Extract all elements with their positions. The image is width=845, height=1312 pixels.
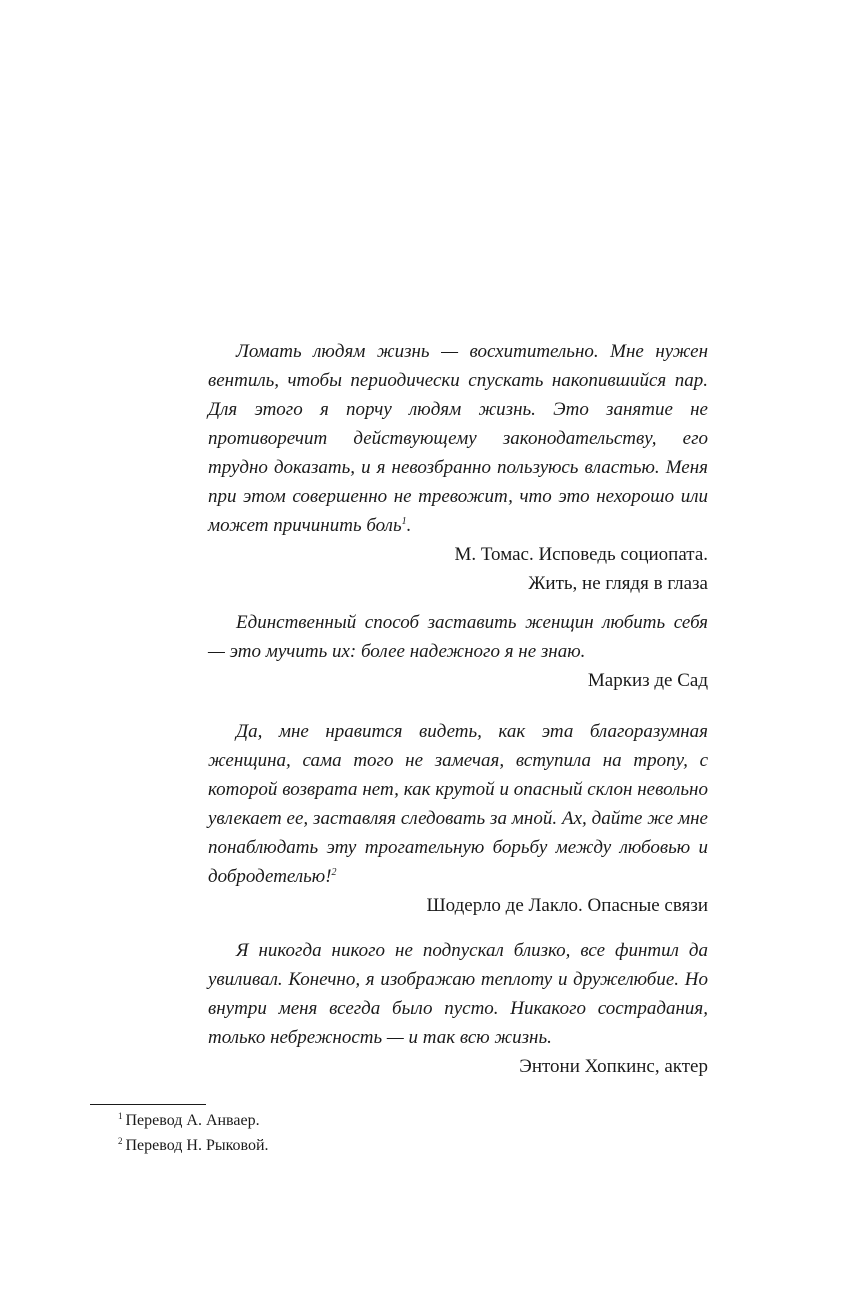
epigraph-quote: Я никогда никого не подпускал близко, все финтил да увиливал. Конечно, я изображаю теплоту и дружелюбие. Но внутри меня всегда было пусто. Никакого сострадания, только небрежность — и так всю жизнь. [208,940,708,1048]
epigraph-quote: Единственный способ заставить женщин любить себя — это мучить их: более надежного я не знаю. [208,612,708,662]
footnote-number: 2 [118,1136,123,1146]
epigraph-3 [208,717,708,920]
footnote-text: Перевод Н. Рыковой. [125,1137,269,1154]
footnote-ref[interactable]: 1 [401,516,407,527]
footnotes [118,1108,718,1158]
footnote-2 [118,1133,718,1158]
footnote-separator [90,1104,206,1105]
footnote-number: 1 [118,1111,123,1121]
footnote-text: Перевод А. Анваер. [125,1112,260,1129]
epigraph-1 [208,337,708,598]
epigraph-quote: Ломать людям жизнь — восхитительно. Мне нужен вентиль, чтобы периодически спускать накопившийся пар. Для этого я порчу людям жизнь. Это занятие не противоречит действующему законодательству, его трудно доказать, и я невозбранно пользуюсь властью. Меня при этом совершенно не тревожит, что это нехорошо или может причинить боль$^1$. [208,341,708,536]
epigraph-4 [208,936,708,1081]
epigraph-source-subtitle: Жить, не глядя в глаза [528,573,708,594]
epigraph-source: Энтони Хопкинс, актер [519,1056,708,1077]
epigraph-quote: Да, мне нравится видеть, как эта благоразумная женщина, сама того не замечая, вступила на тропу, с которой возврата нет, как крутой и опасный склон невольно увлекает ее, заставляя следовать за мной. Ах, дайте же мне понаблюдать эту трогательную борьбу между любовью и добродетелью!$^2$ [208,721,708,887]
footnote-ref[interactable]: 2 [331,867,337,878]
epigraph-source: М. Томас. Исповедь социопата. [454,544,708,565]
epigraph-source: Шодерло де Лакло. Опасные связи [426,895,708,916]
footnote-1 [118,1108,718,1133]
epigraph-source: Маркиз де Сад [587,670,708,691]
epigraph-2 [208,608,708,695]
